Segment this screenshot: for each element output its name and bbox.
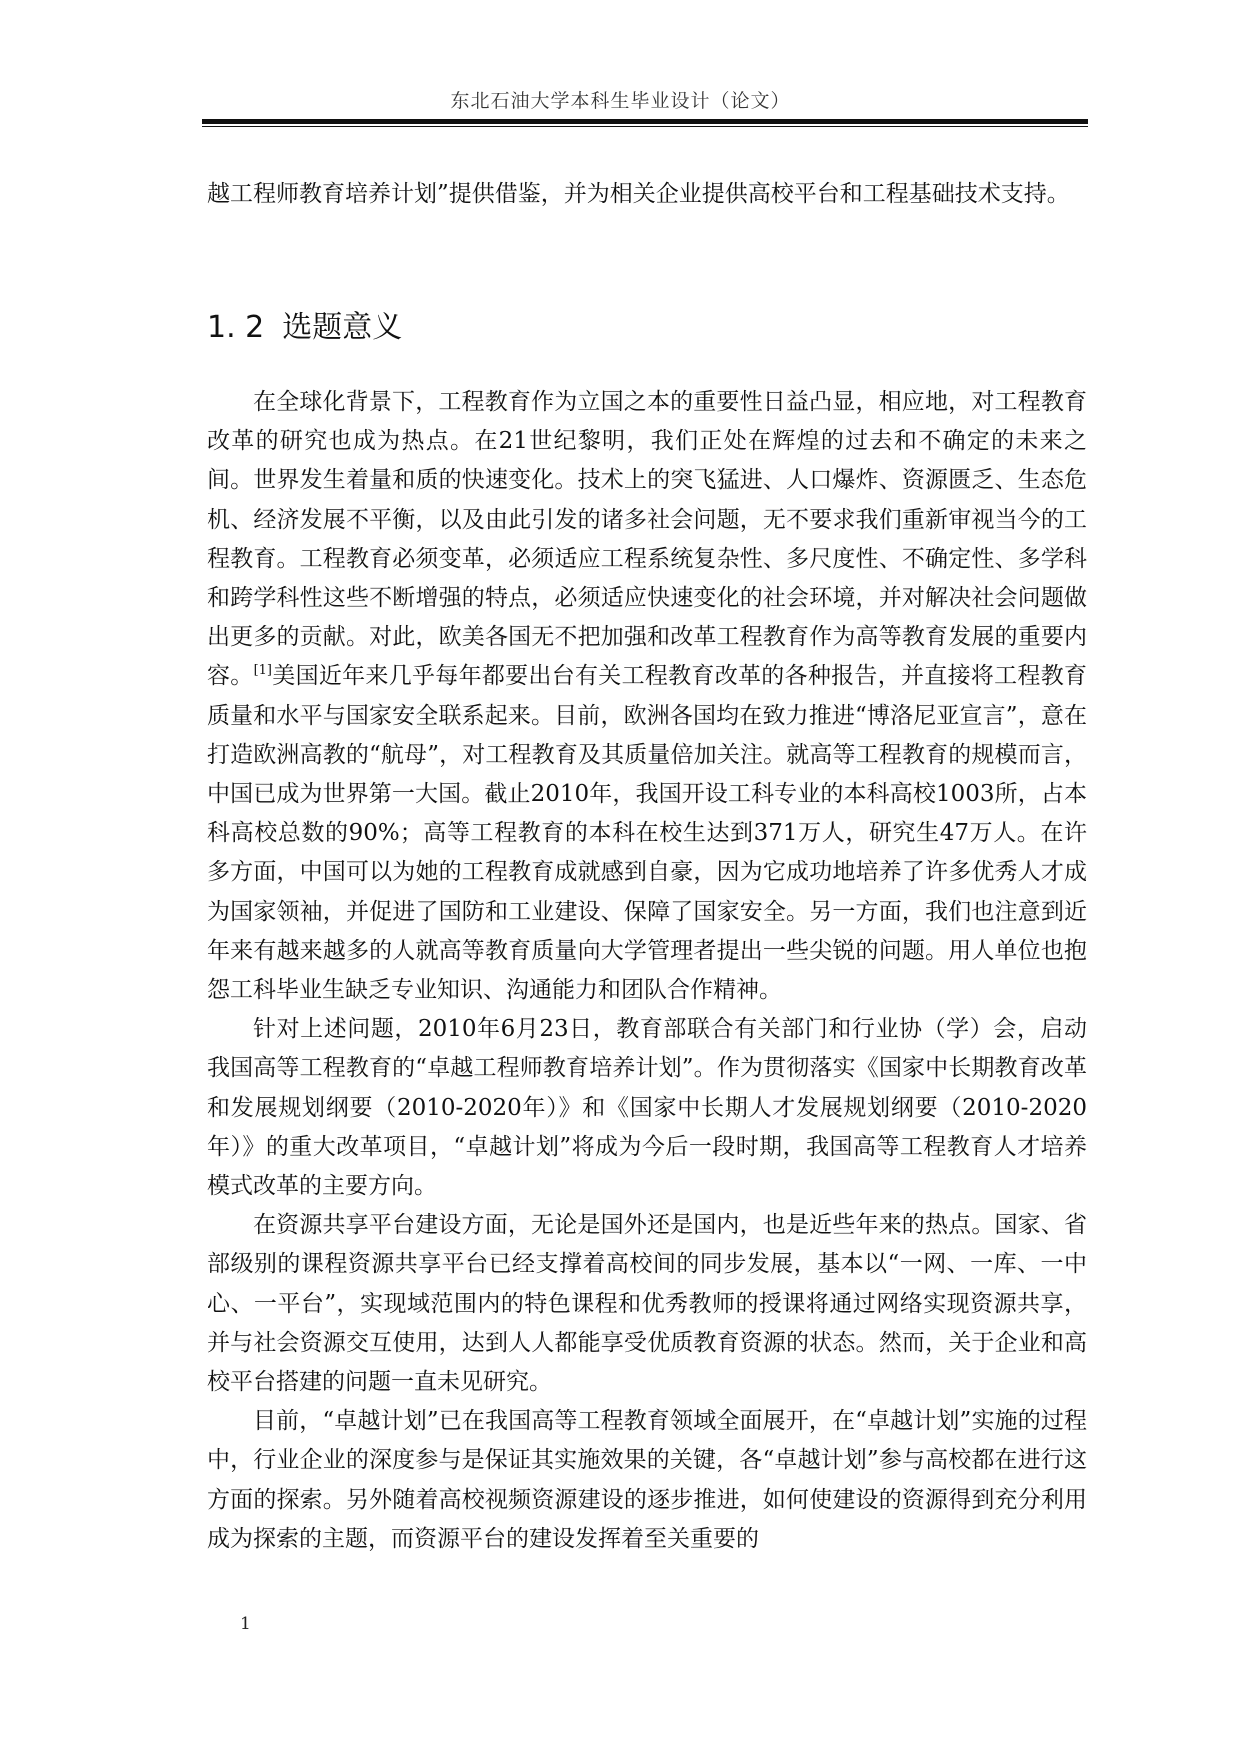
page-number: 1 [240, 1614, 251, 1634]
section-title: 选题意义 [282, 310, 403, 345]
paragraph-2: 针对上述问题，2010年6月23日，教育部联合有关部门和行业协（学）会，启动我国高等工程教育的“卓越工程师教育培养计划”。作为贯彻落实《国家中长期教育改革和发展规划纲要（2010-2020年）》和《国家中长期人才发展规划纲要（2010-2020年）》的重大改革项目，“卓越计划”将成为今后一段时期，我国高等工程教育人才培养模式改革的主要方向。 [207, 1016, 1087, 1200]
paragraph-4: 目前，“卓越计划”已在我国高等工程教育领域全面展开，在“卓越计划”实施的过程中，行业企业的深度参与是保证其实施效果的关键，各“卓越计划”参与高校都在进行这方面的探索。另外随着高校视频资源建设的逐步推进，如何使建设的资源得到充分利用成为探索的主题，而资源平台的建设发挥着至关重要的 [207, 1408, 1087, 1552]
continuation-paragraph: 越工程师教育培养计划”提供借鉴，并为相关企业提供高校平台和工程基础技术支持。 [207, 181, 1070, 207]
running-header: 东北石油大学本科生毕业设计（论文） [450, 90, 791, 112]
section-number: 1. 2 [207, 310, 265, 345]
header-rule [202, 119, 1088, 124]
citation-ref: [1] [253, 663, 272, 679]
section-body [207, 383, 1087, 1559]
header-rule-thin [202, 126, 1088, 127]
section-heading [207, 302, 402, 346]
paragraph-1-text-cont: 美国近年来几乎每年都要出台有关工程教育改革的各种报告，并直接将工程教育质量和水平与国家安全联系起来。目前，欧洲各国均在致力推进“博洛尼亚宣言”，意在打造欧洲高教的“航母”，对工程教育及其质量倍加关注。就高等工程教育的规模而言，中国已成为世界第一大国。截止2010年，我国开设工科专业的本科高校1003所，占本科高校总数的90%；高等工程教育的本科在校生达到371万人，研究生47万人。在许多方面，中国可以为她的工程教育成就感到自豪，因为它成功地培养了许多优秀人才成为国家领袖，并促进了国防和工业建设、保障了国家安全。另一方面，我们也注意到近年来有越来越多的人就高等教育质量向大学管理者提出一些尖锐的问题。用人单位也抱怨工科毕业生缺乏专业知识、沟通能力和团队合作精神。 [207, 663, 1088, 1004]
paragraph-1-text: 在全球化背景下，工程教育作为立国之本的重要性日益凸显，相应地，对工程教育改革的研究也成为热点。在21世纪黎明，我们正处在辉煌的过去和不确定的未来之间。世界发生着量和质的快速变化。技术上的突飞猛进、人口爆炸、资源匮乏、生态危机、经济发展不平衡，以及由此引发的诸多社会问题，无不要求我们重新审视当今的工程教育。工程教育必须变革，必须适应工程系统复杂性、多尺度性、不确定性、多学科和跨学科性这些不断增强的特点，必须适应快速变化的社会环境，并对解决社会问题做出更多的贡献。对此，欧美各国无不把加强和改革工程教育作为高等教育发展的重要内容。 [207, 389, 1087, 690]
paragraph-3: 在资源共享平台建设方面，无论是国外还是国内，也是近些年来的热点。国家、省部级别的课程资源共享平台已经支撑着高校间的同步发展，基本以“一网、一库、一中心、一平台”，实现域范围内的特色课程和优秀教师的授课将通过网络实现资源共享，并与社会资源交互使用，达到人人都能享受优质教育资源的状态。然而，关于企业和高校平台搭建的问题一直未见研究。 [207, 1212, 1087, 1396]
paragraph-1 [207, 383, 1087, 1010]
